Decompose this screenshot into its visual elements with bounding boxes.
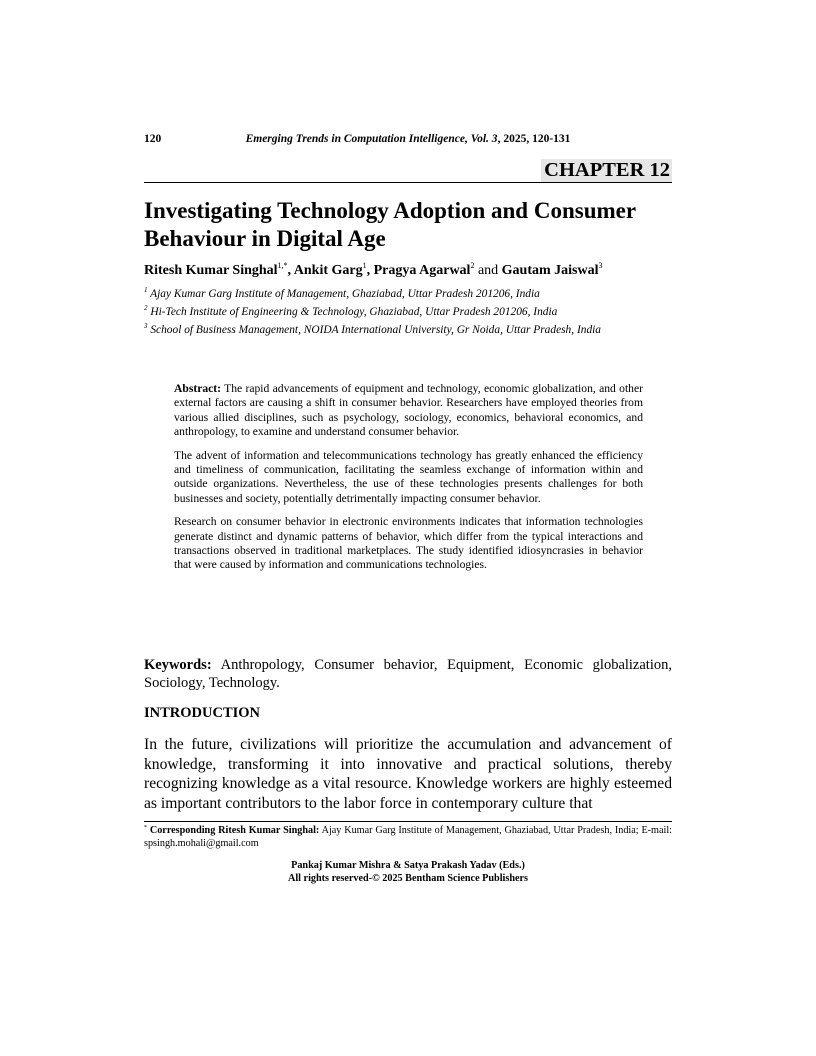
abstract-block [174,382,643,582]
footnote-label: Corresponding Ritesh Kumar Singhal: [149,825,320,836]
keywords-label: Keywords: [144,657,212,673]
section-heading: INTRODUCTION [144,705,261,721]
affiliation: $^1$ Ajay Kumar Garg Institute of Management, Ghaziabad, Uttar Pradesh 201206, India [144,286,540,300]
journal-citation [144,133,672,145]
paper-title: Investigating Technology Adoption and Consumer Behaviour in Digital Age [144,198,636,251]
footnote-divider [144,821,672,822]
editors-line: Pankaj Kumar Mishra & Satya Prakash Yadav (Eds.) [291,860,525,871]
abstract-paragraph: Research on consumer behavior in electronic environments indicates that information technologies generate distinct and dynamic patterns of behavior, which differ from the typical interactions and transactions observed in traditional marketplaces. The study identified idiosyncrasies in behavior that were caused by information and communications technologies. [174,515,643,572]
chapter-label: CHAPTER 12 [541,159,672,182]
keywords [144,656,672,692]
corresponding-author-footnote: * Corresponding Ritesh Kumar Singhal: Ajay Kumar Garg Institute of Management, Ghaziabad, Uttar Pradesh, India; E-mail: spsingh.mohali@gmail.com [144,825,672,849]
abstract-label: Abstract: [174,382,222,395]
author: Ankit Garg$^1$ [293,261,367,278]
journal-volume-pages: , 2025, 120-131 [497,133,571,145]
affiliation: $^2$ Hi-Tech Institute of Engineering & Technology, Ghaziabad, Uttar Pradesh 201206, India [144,304,558,318]
page-number: 120 [144,133,162,145]
abstract-paragraph: Abstract: The rapid advancements of equipment and technology, economic globalization, and other external factors are causing a shift in consumer behavior. Researchers have employed theories from various allied disciplines, such as psychology, sociology, economics, behavioral economics, and anthropology, to examine and understand consumer behavior. [174,382,643,439]
author: Gautam Jaiswal$^3$ [501,261,603,278]
publisher-footer [144,860,672,885]
author: Ritesh Kumar Singhal$^{1,*}$ [144,261,288,278]
chapter-label-box [541,158,672,182]
journal-title: Emerging Trends in Computation Intelligence, Vol. 3 [245,133,498,145]
abstract-paragraph: The advent of information and telecommunications technology has greatly enhanced the efficiency and timeliness of communication, facilitating the seamless exchange of information within and outside organizations. Nevertheless, the use of these technologies presents challenges for both businesses and society, potentially detrimentally impacting consumer behavior. [174,448,643,505]
affiliation: $^3$ School of Business Management, NOIDA International University, Gr Noida, Uttar Pradesh, India [144,322,601,336]
running-header [144,133,672,149]
introduction-paragraph: In the future, civilizations will prioritize the accumulation and advancement of knowledge, transforming it into innovative and practical solutions, thereby recognizing knowledge as a vital resource. Knowledge workers are highly esteemed as important contributors to the labor force in contemporary culture that [144,736,672,812]
keywords-text: Anthropology, Consumer behavior, Equipment, Economic globalization, Sociology, Technology. [144,657,672,691]
copyright-line: All rights reserved-© 2025 Bentham Science Publishers [287,872,529,884]
author-list: Ritesh Kumar Singhal$^{1,*}$, Ankit Garg$^1$, Pragya Agarwal$^2$ and Gautam Jaiswal$^3$ [144,261,603,278]
author: Pragya Agarwal$^2$ [373,261,475,278]
affiliation-list [144,285,672,339]
header-divider [144,182,672,183]
